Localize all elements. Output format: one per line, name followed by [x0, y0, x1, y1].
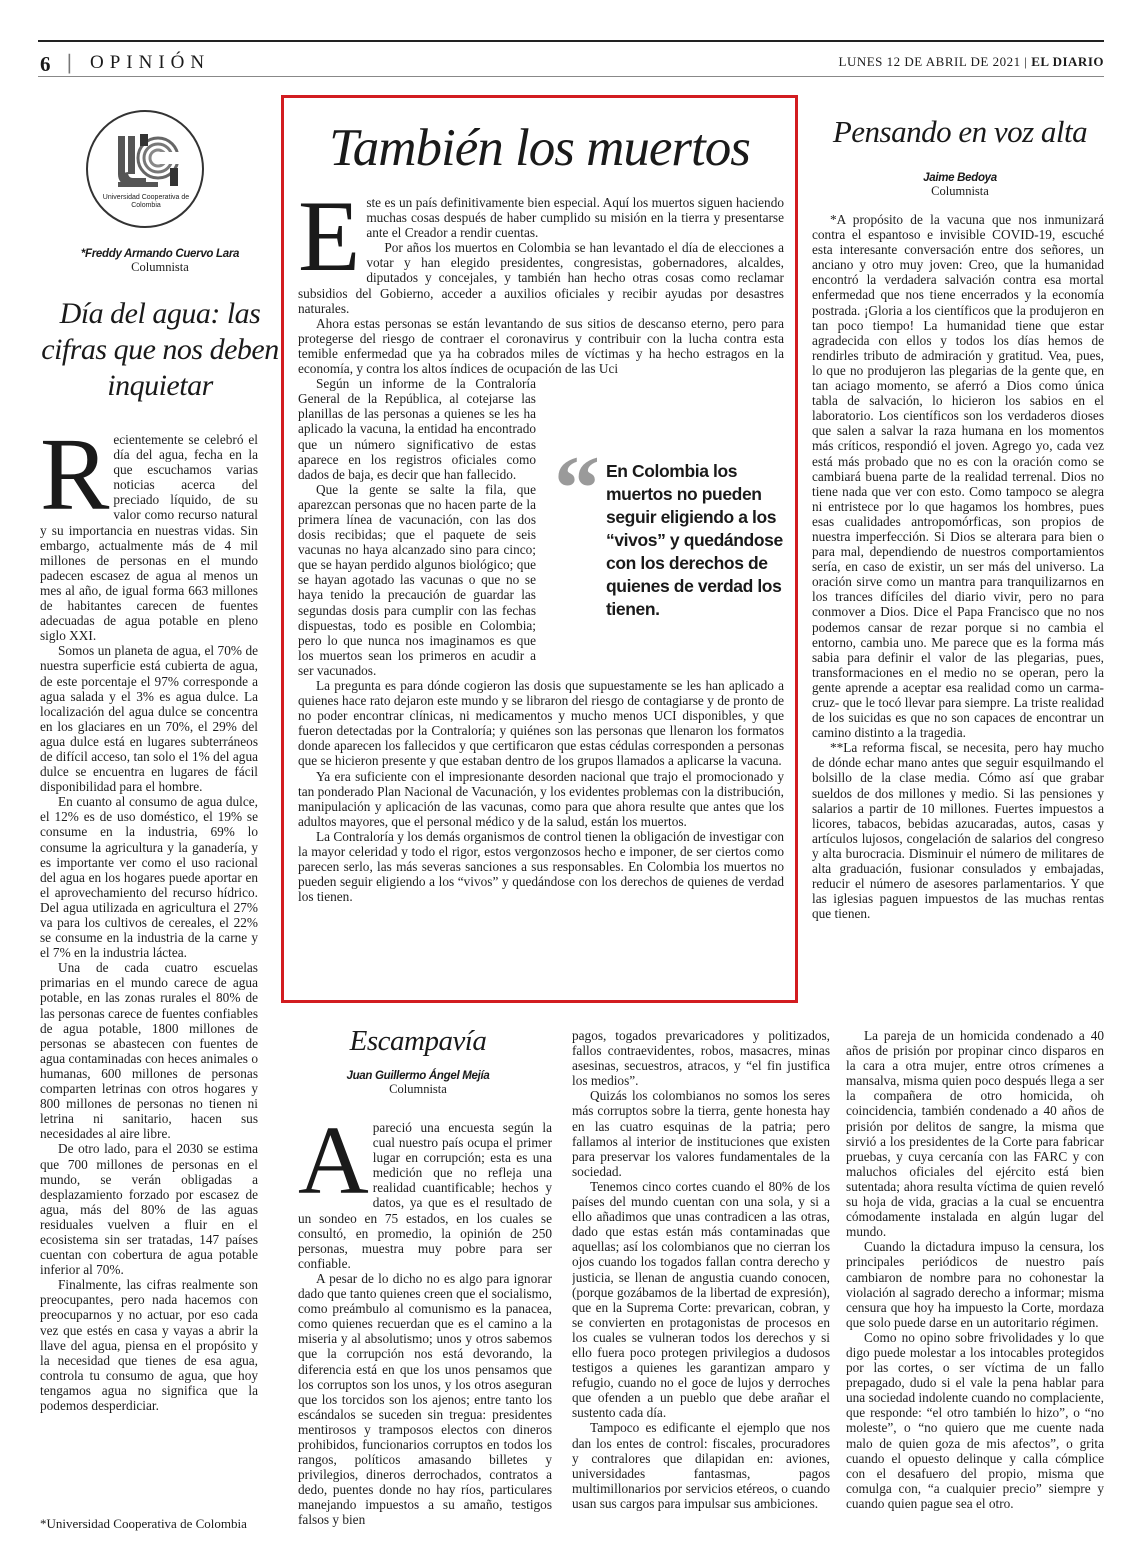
pullquote-spacer — [544, 422, 784, 654]
right-paragraph: *A propósito de la vacuna que nos inmunizará contra el espantoso e invisible COVID-19, escuché esta interesante conversación entre dos señores, un anciano y otro muy joven: Creo, que la humanidad encontró la verdadera salvación contra esa mortal enfermedad que nos tiene encerrados y la economía postrada. ¡Gloria a los científicos que la produjeron en tan poco tiempo! La humanidad tiene que estar agradecida con ellos y todos los días hemos de rendirles tributo de admiración y gratitud. Vea, pues, lo que no produjeron las plegarias de la gente que, en tan aciago momento, se aferró a Dios como única tabla de salvación, lo hicieron los sabios en el laboratorio. Los científicos son los verdaderos dioses que salen a salvar la raza humana en los momentos más críticos, respondió el joven. Agrego yo, cada vez está más probado que no es con la oración como se cambiará buena parte de la realidad terrenal. Dios no tiene nada que ver con esto. Como tampoco se alegra ni entristece por lo que hagamos los hombres, pues esas cualidades antropomórficas, son propios de nuestra imperfección. Si Dios se alterara para bien o para mal, dependiendo de nuestros comportamientos sería, en caso de existir, un ser más del universo. La oración sirve como un mantra para tranquilizarnos en los trances difíciles del diario vivir, pero no para conmover a Dios. Dice el Papa Francisco que no nos podemos cansar de rezar porque si no cambia el entorno, cambia uno. Me parece que es la forma más sabia para definir el valor de las plegarias, pues, transformaciones en el medio no se operan, pero la gente aprende a aceptar esa realidad como un carma- cruz- que le tocó llevar para siempre. La triste realidad de los suicidas es que no son capaces de encontrar un camino distinto a la tragedia. — [812, 212, 1104, 741]
featured-paragraph: La pregunta es para dónde cogieron las dosis que supuestamente se les han aplicado a quienes hace rato dejaron este mundo y se libraron del riesgo de contagiarse y de pronto de no poder encontrar clínicas, ni medicamentos y mucho menos UCI disponibles, y que fueron detectadas por la Contraloría; y quiénes son las personas que llenaron los formatos donde aparecen los fallecidos y que certificaron que estas cédulas corresponden a personas que se hicieron presente y que estaban dentro de los grupos llamados a aplicarse la vacuna. — [298, 678, 784, 769]
university-logo — [86, 110, 204, 228]
featured-paragraph: Según un informe de la Contraloría General de la República, al cotejarse las planillas de las personas a quienes se les ha aplicado la vacuna, la entidad ha encontrado que un número significativo de estas aparece en los registros oficiales como dados de baja, es decir que han fallecido. — [298, 376, 536, 482]
left-paragraph: ecientemente se celebró el día del agua, fecha en la que escuchamos varias noticias acerca del preciado líquido, de su valor como recurso natural y su importancia en nuestras vidas. Sin embargo, actualmente más de 4 mil millones de personas en el mundo padecen escasez de agua al menos un mes al año, de igual forma 663 millones de habitantes carecen de fuentes adecuadas de agua potable en pleno siglo XXI. — [40, 432, 258, 644]
left-article-title: Día del agua: las cifras que nos deben inquietar — [41, 297, 279, 402]
left-paragraph: Finalmente, las cifras realmente son preocupantes, pero nada hacemos con preocuparnos y no actuar, por eso cada vez que estés en casa y vayas a abrir la llave del agua, piensa en el propósito y la necesidad que tienes de esa agua, controla tu consumo de agua, que hoy tengamos agua no significa que la podemos desperdiciar. — [40, 1277, 258, 1413]
featured-article-title: También los muertos — [329, 119, 750, 177]
header-date-paper — [839, 54, 1104, 70]
left-paragraph: De otro lado, para el 2030 se estima que 700 millones de personas en el mundo, se verán obligadas a desplazamiento forzado por escasez de agua, más del 80% de las aguas residuales vuelven a fluir en el ecosistema sin ser tratadas, 147 países cuentan con cobertura de agua potable inferior al 70%. — [40, 1141, 258, 1278]
left-dropcap: R — [40, 432, 110, 532]
section-name: OPINIÓN — [90, 52, 211, 73]
left-author: *Freddy Armando Cuervo Lara — [80, 248, 240, 260]
bottom-dropcap: A — [298, 1120, 369, 1215]
featured-paragraph: ste es un país definitivamente bien especial. Aquí los muertos siguen haciendo muchas cosas después de haber cumplido su misión en la tierra y presentarse ante el Creador a rendir cuentas. — [366, 195, 784, 241]
bottom-column-2 — [572, 1028, 830, 1555]
header-separator: | — [66, 50, 73, 74]
left-byline — [40, 248, 280, 275]
page-number: 6 — [40, 52, 52, 76]
paper-name: EL DIARIO — [1031, 54, 1104, 69]
left-paragraph: Una de cada cuatro escuelas primarias en el mundo carece de agua potable, en las zonas rurales el 80% de las personas carece de fuentes confiables de agua potable, 1800 millones de personas se abastecen con fuentes de agua contaminadas con heces animales o humanas, 600 millones de personas comparten letrinas con otros hogares y 800 millones de personas no tienen ni letrina ni sanitario, hacen sus necesidades al aire libre. — [40, 960, 258, 1142]
bottom-paragraph: Tampoco es edificante el ejemplo que nos dan los entes de control: fiscales, procuradores y contralores que dilapidan en: aviones, universidades fantasmas, pagos multimillonarios por servicios etéreos, o cuando usan sus cargos para impulsar sus ambiciones. — [572, 1420, 830, 1511]
header-date: LUNES 12 DE ABRIL DE 2021 | — [838, 54, 1028, 69]
bottom-article-title: Escampavía — [349, 1025, 487, 1057]
featured-paragraph: Por años los muertos en Colombia se han levantado el día de elecciones a votar y han elegido presidentes, congresistas, gobernadores, alcaldes, diputados y concejales, y también han hecho otras cosas como reclamar subsidios del Gobierno, acceder a auxilios oficiales y recibir ayudas por desastres naturales. — [298, 240, 784, 316]
featured-paragraph: Ya era suficiente con el impresionante desorden nacional que trajo el promocionado y tan ponderado Plan Nacional de Vacunación, y los evidentes problemas con la distribución, manipulación y aplicación de las vacunas, como para que ahora resulte que antes que los adultos mayores, que el personal médico y de la salud, están los muertos. — [298, 768, 784, 829]
bottom-paragraph: Cuando la dictadura impuso la censura, los principales periódicos de nuestro país cambiaron de nombre para no cohonestar la violación al sagrado derecho a informar; misma censura que hoy ha impuesto la Corte, mordaza que solo puede darse en un autoritario régimen. — [846, 1239, 1104, 1330]
quote-mark-icon: “ — [554, 437, 600, 539]
right-article-body — [812, 212, 1104, 987]
bottom-paragraph: A pesar de lo dicho no es algo para ignorar dado que tanto quienes creen que el socialismo, como preámbulo al comunismo es la panacea, como quienes recuerdan que es el camino a la miseria y al absolutismo; unos y otros sabemos que la corrupción nos está devorando, la diferencia está en que los unos pensamos que los corruptos son los unos, y los otros aseguran que los torcidos son los ajenos; entre tanto los escándalos se suceden sin tregua: presidentes mentirosos y tramposos electos con dineros prohibidos, funcionarios corruptos en todos los rangos, políticos amasando billetes y privilegios, dineros derrochados, contratos a dedo, puentes donde no hay ríos, particulares manejando impuestos a su amaño, testigos falsos y bien — [298, 1270, 552, 1528]
featured-article-body — [298, 195, 784, 990]
header-bottom-rule — [38, 76, 1104, 77]
bottom-paragraph: Tenemos cinco cortes cuando el 80% de los países del mundo cuentan con una sola, y si a ello añadimos que unas contradicen a las otras, dado que estas están más contaminadas que aquellas; así los colombianos que no cierran los ojos cuando los togados fallan contra derecho y justicia, se llenan de angustia cuando conocen, (porque gozábamos de la libertad de expresión), que en la Suprema Corte: prevarican, cobran, y se convierten en protagonistas de procesos en los cuales se vulneran todos los derechos y si ello fuera poco protegen privilegios a dudosos testigos a quienes les garantizan amparo y refugio, cuando no el goce de lujos y derroches que ofenden a un pueblo que debe arañar el sustento cada día. — [572, 1178, 830, 1421]
right-role: Columnista — [931, 184, 989, 198]
header-top-rule — [38, 40, 1104, 42]
featured-paragraph: Ahora estas personas se están levantando de sus sitios de descanso eterno, pero para protegerse del riesgo de contraer el coronavirus y contribuir con la lucha contra esta temible enfermedad que ya ha cobrados miles de víctimas y ha hecho estragos en la economía, y contra los altos índices de ocupación de las Uci — [298, 315, 784, 377]
left-role: Columnista — [131, 260, 189, 274]
right-byline — [812, 172, 1108, 199]
left-footnote: *Universidad Cooperativa de Colombia — [40, 1516, 247, 1531]
bottom-role: Columnista — [389, 1082, 447, 1096]
left-paragraph: Somos un planeta de agua, el 70% de nuestra superficie está cubierta de agua, de este porcentaje el 97% corresponde a agua salada y el 3% es agua dulce. La localización del agua dulce se concentra en los glaciares en un 70%, el 29% del agua dulce está en lugares subterráneos de difícil acceso, tan solo el 1% del agua dulce se encuentra en lugares de fácil disponibilidad para el hombre. — [40, 643, 258, 795]
logo-text: Universidad Cooperativa de Colombia — [102, 194, 190, 209]
bottom-paragraph: pareció una encuesta según la cual nuestro país ocupa el primer lugar en corrupción; esta es una medición que no refleja una realidad cuantificable; hechos y datos, ya que es el resultado de un sondeo en 75 estados, en los cuales se consultó, en promedio, la opinión de 250 personas, muestra muy pobre para ser confiable. — [298, 1120, 552, 1271]
featured-paragraph: Que la gente se salte la fila, que aparezcan personas que no hacen parte de la primera línea de vacunación, con las dos dosis recibidas; que el paquete de seis vacunas no haya alcanzado sino para cinco; que se hayan perdido algunos biológico; que se hayan agotado las vacunas o que no se haya tenido la precaución de guardar las segundas dosis para cumplir con las fechas dispuestas, todo es posible en Colombia; pero lo que nunca nos imaginamos es que los muertos sean los primeros en acudir a ser vacunados. — [298, 481, 536, 678]
left-article-body — [40, 432, 258, 1497]
right-article-title: Pensando en voz alta — [832, 114, 1088, 149]
bottom-paragraph: Como no opino sobre frivolidades y lo que digo puede molestar a los intocables protegidos por las cortes, o ser víctima de un fallo prepagado, dudo si el vale la pena hablar para una sociedad indolente cuando no complaciente, que responde: “el otro también lo hizo”, o “no moleste”, o “no quiero que me cuente nada malo de quien goza de mis afectos”, o grita cuando el opuesto delinque y calla cómplice con el desafuero del propio, misma que comulga con, “a cualquier precio” siempre y cuando quien pague sea el otro. — [846, 1329, 1104, 1511]
featured-dropcap: E — [298, 195, 361, 293]
bottom-paragraph: La pareja de un homicida condenado a 40 años de prisión por propinar cinco disparos en la cara a otra mujer, entre otros crímenes a mansalva, misma quien poco después llega a ser la compañera de otro homicida, oh coincidencia, también condenado a 40 años de prisión por delitos de sangre, la misma que sirvió a los presidentes de la Corte para fabricar pruebas, y cuya cercanía con las FARC y con maluchos oficiales del ejército está bien sutentada; ahora resulta víctima de quien reveló su hoja de vida, gracias a la cual se encuentra cómodamente instalada en algún lugar del mundo. — [846, 1028, 1104, 1240]
bottom-author: Juan Guillermo Ángel Mejía — [346, 1070, 490, 1082]
right-paragraph: **La reforma fiscal, se necesita, pero hay mucho de dónde echar mano antes que seguir esquilmando el bolsillo de la clase media. Cómo así que grabar sueldos de dos millones y medio. Si las pensiones y salarios a partir de 10 millones. Fuertes impuestos a licores, tabacos, bebidas azucaradas, autos, casas y artículos lujosos, congelación de salarios del congreso y alta burocracia. Disminuir el número de militares de alta graduación, fusionar consulados y embajadas, reducir el número de asesores parlamentarios. Y que las iglesias paguen impuestos de las muchas rentas que tienen. — [812, 740, 1104, 922]
bottom-byline — [298, 1070, 538, 1097]
featured-paragraph: La Contraloría y los demás organismos de control tienen la obligación de investigar con la mayor celeridad y todo el rigor, estos vergonzosos hecho e imponer, de ser ciertos como parecen serlo, las más severas sanciones a sus responsables. En Colombia los muertos no pueden seguir eligiendo a los “vivos” y quedándose con los derechos de quienes de verdad los tienen. — [298, 828, 784, 905]
bottom-column-1 — [298, 1120, 552, 1555]
right-author: Jaime Bedoya — [923, 172, 997, 184]
bottom-paragraph: pagos, togados prevaricadores y politizados, fallos contraevidentes, robos, masacres, minas asesinas, secuestros, atracos, y “el fin justifica los medios”. — [572, 1028, 830, 1089]
left-paragraph: En cuanto al consumo de agua dulce, el 12% es de uso doméstico, el 19% se consume en la industria, 69% lo consume la agricultura y la ganadería, y es importante ver como el uso racional del agua en los hogares puede aportar en el aprovechamiento del recurso hídrico. Del agua utilizada en agricultura el 27% va para los cultivos de cereales, el 22% se consume en la industria de la carne y el 7% en la industria láctea. — [40, 794, 258, 961]
pullquote-text: En Colombia los muertos no pueden seguir eligiendo a los “vivos” y quedándose con los derechos de quienes de verdad los tienen. — [606, 461, 783, 619]
bottom-column-3 — [846, 1028, 1104, 1555]
bottom-paragraph: Quizás los colombianos no somos los seres más corruptos sobre la tierra, gente honesta hay en las cuatro esquinas de la patria; pero fallamos al interior de instituciones que existen para preservar los valores fundamentales de la sociedad. — [572, 1088, 830, 1179]
